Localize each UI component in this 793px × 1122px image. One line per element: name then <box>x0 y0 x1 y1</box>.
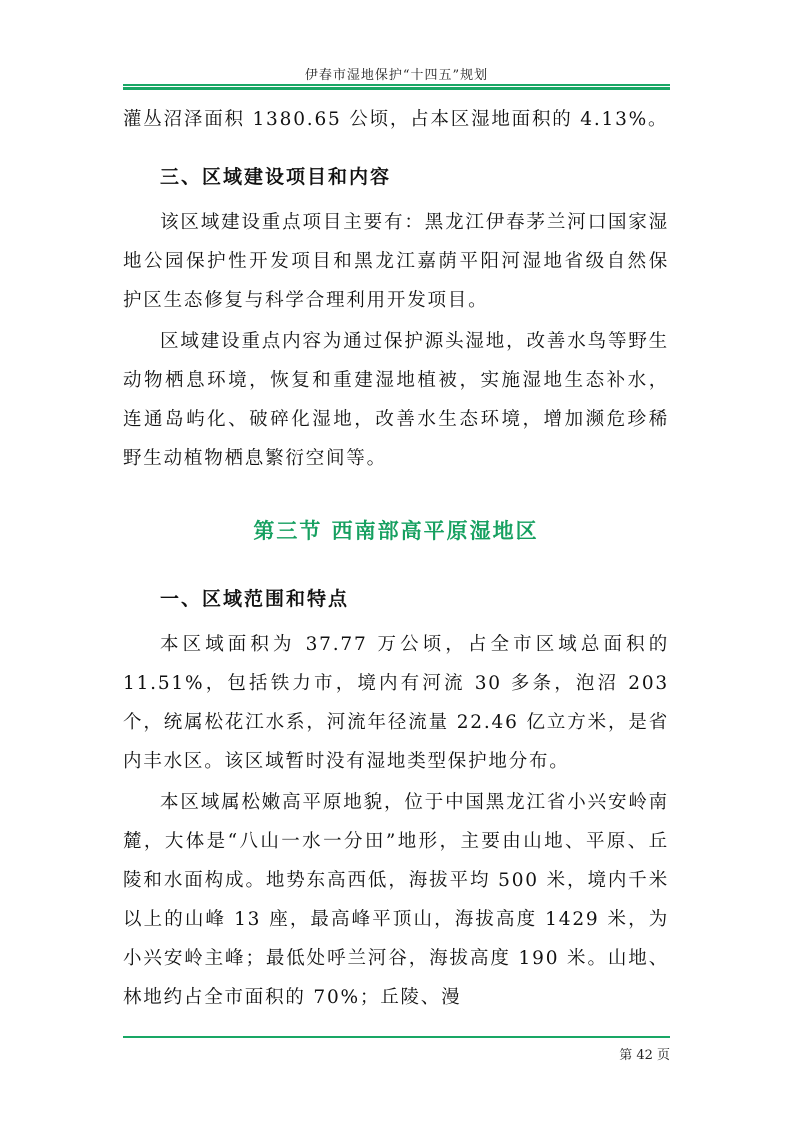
header-rule-thick <box>123 87 670 90</box>
header-title: 伊春市湿地保护“十四五”规划 <box>304 68 489 83</box>
footer-rule <box>123 1036 670 1038</box>
paragraph-region-area: 本区域面积为 37.77 万公顷，占全市区域总面积的 11.51%，包括铁力市，境内有河流 30 多条，泡沼 203 个，统属松花江水系，河流年径流量 22.46 亿立方米，是省内丰水区。该区域暂时没有湿地类型保护地分布。 <box>123 634 669 772</box>
paragraph-continuation: 灌丛沼泽面积 1380.65 公顷，占本区湿地面积的 4.13%。 <box>123 109 669 130</box>
subheading-projects: 三、区域建设项目和内容 <box>160 166 392 188</box>
header-rule-thin <box>123 84 670 86</box>
paragraph-key-content: 区域建设重点内容为通过保护源头湿地，改善水鸟等野生动物栖息环境，恢复和重建湿地植被，实施湿地生态补水，连通岛屿化、破碎化湿地，改善水生态环境，增加濒危珍稀野生动植物栖息繁衍空间等。 <box>123 331 669 469</box>
paragraph-terrain: 本区域属松嫩高平原地貌，位于中国黑龙江省小兴安岭南麓，大体是“八山一水一分田”地形，主要由山地、平原、丘陵和水面构成。地势东高西低，海拔平均 500 米，境内千米以上的山峰 13 座，最高峰平顶山，海拔高度 1429 米，为小兴安岭主峰；最低处呼兰河谷，海拔高度 190 米。山地、林地约占全市面积的 70%；丘陵、漫 <box>123 792 669 1008</box>
page-number: 第 42 页 <box>619 1048 670 1063</box>
paragraph-key-projects: 该区域建设重点项目主要有：黑龙江伊春茅兰河口国家湿地公园保护性开发项目和黑龙江嘉荫平阳河湿地省级自然保护区生态修复与科学合理利用开发项目。 <box>123 212 669 311</box>
subheading-scope: 一、区域范围和特点 <box>160 588 350 610</box>
section-title: 第三节 西南部高平原湿地区 <box>253 519 539 543</box>
